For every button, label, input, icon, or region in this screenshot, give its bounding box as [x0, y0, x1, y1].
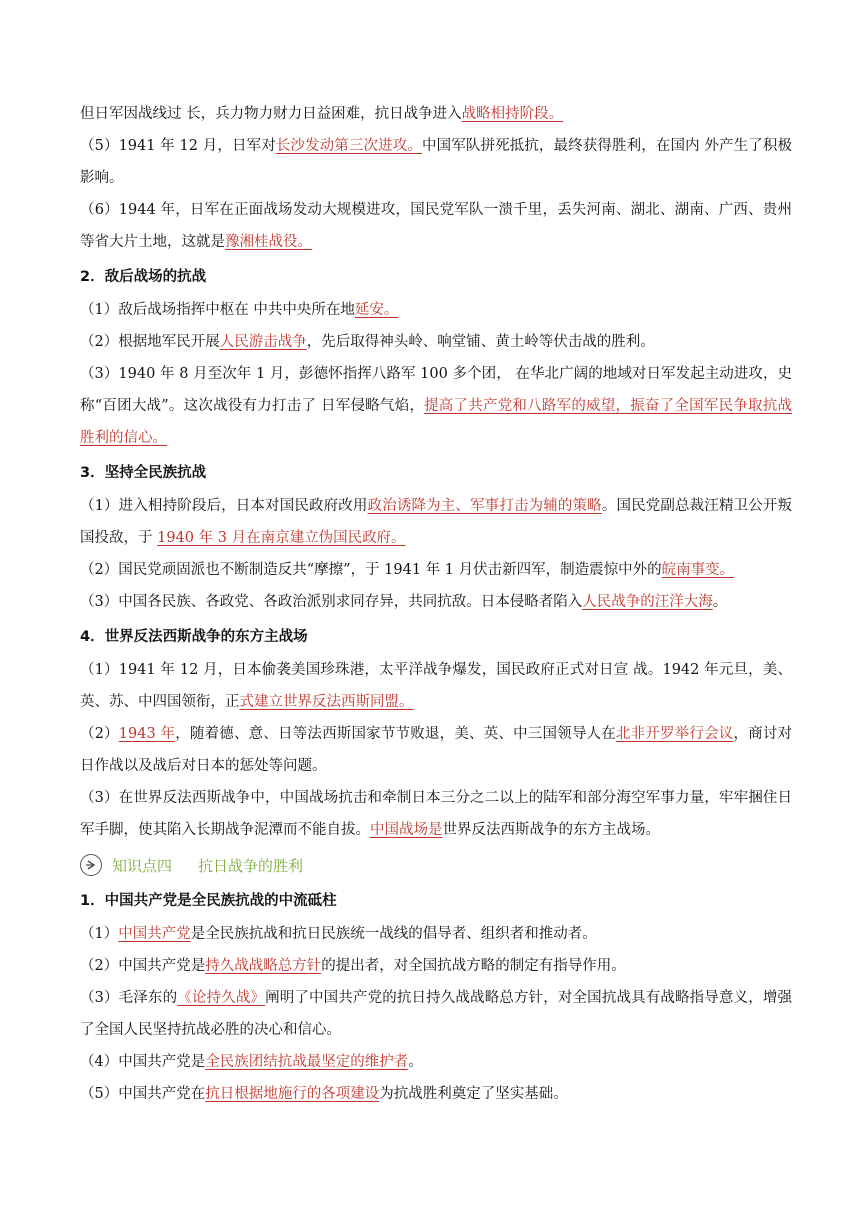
- paragraph: （3）毛泽东的《论持久战》阐明了中国共产党的抗日持久战战略总方针，对全国抗战具有战略指导意义，增强了全国人民坚持抗战必胜的决心和信心。: [80, 990, 793, 1038]
- section-heading: 4．世界反法西斯战争的东方主战场: [80, 629, 308, 645]
- knowledge-point-label: 知识点四: [112, 856, 173, 875]
- answer-text: 政治诱降为主、军事打击为辅的策略: [367, 498, 602, 514]
- knowledge-point-title: 抗日战争的胜利: [198, 856, 304, 875]
- answer-text: 战略相持阶段。: [461, 106, 564, 122]
- section-heading: 1．中国共产党是全民族抗战的中流砥柱: [80, 893, 337, 909]
- paragraph: （5）1941 年 12 月，日军对长沙发动第三次进攻。中国军队拼死抵抗，最终获得胜利，在国内 外产生了积极影响。: [80, 138, 793, 186]
- answer-text: 人民战争的汪洋大海: [582, 594, 713, 610]
- answer-text: 皖南事变。: [661, 562, 735, 578]
- answer-text: 持久战战略总方针: [205, 958, 322, 974]
- answer-text: 提高了共产党和八路军的威望，振奋了全国军民争取抗战胜利的信心。: [80, 398, 792, 446]
- answer-text: 全民族团结抗战最坚定的维护者: [205, 1054, 409, 1070]
- answer-text: 人民游击战争: [219, 334, 307, 350]
- paragraph: （2）根据地军民开展人民游击战争，先后取得神头岭、响堂铺、黄土岭等伏击战的胜利。: [80, 334, 655, 350]
- paragraph: （1）1941 年 12 月，日本偷袭美国珍珠港，太平洋战争爆发，国民政府正式对日宣 战。1942 年元旦，美、英、苏、中四国领衔，正式建立世界反法西斯同盟。: [80, 662, 792, 710]
- arrow-circle-icon: [80, 854, 102, 876]
- answer-text: 延安。: [354, 302, 399, 318]
- answer-text: 《论持久战》: [177, 990, 266, 1006]
- answer-text: 长沙发动第三次进攻。: [275, 138, 422, 154]
- answer-text: 抗日根据地施行的各项建设: [205, 1086, 380, 1102]
- section-heading: 3．坚持全民族抗战: [80, 465, 207, 481]
- answer-text: 中国共产党: [118, 926, 191, 942]
- paragraph: （2）中国共产党是持久战战略总方针的提出者，对全国抗战方略的制定有指导作用。: [80, 958, 626, 974]
- paragraph: （3）中国各民族、各政党、各政治派别求同存异，共同抗敌。日本侵略者陷入人民战争的汪洋大海。: [80, 594, 728, 610]
- document-body: [80, 98, 792, 1110]
- answer-text: 1943 年: [118, 726, 176, 742]
- paragraph: （2）国民党顽固派也不断制造反共“摩擦”，于 1941 年 1 月伏击新四军，制造震惊中外的皖南事变。: [80, 562, 735, 578]
- answer-text: 中国战场是: [370, 822, 443, 838]
- section-heading: 2．敌后战场的抗战: [80, 269, 207, 285]
- paragraph: （3）1940 年 8 月至次年 1 月，彭德怀指挥八路军 100 多个团， 在华北广阔的地域对日军发起主动进攻，史称“百团大战”。这次战役有力打击了 日军侵略气焰，提高了共产党和八路军的威望，振奋了全国军民争取抗战胜利的信心。: [80, 366, 792, 446]
- paragraph: （3）在世界反法西斯战争中，中国战场抗击和牵制日本三分之二以上的陆军和部分海空军事力量，牢牢捆住日军手脚，使其陷入长期战争泥潭而不能自拔。中国战场是世界反法西斯战争的东方主战场。: [80, 790, 792, 838]
- answer-text: 豫湘桂战役。: [225, 234, 312, 250]
- answer-text: 1940 年 3 月在南京建立伪国民政府。: [157, 530, 406, 546]
- answer-text: 北非开罗举行会议: [615, 726, 734, 742]
- knowledge-point-header: [80, 848, 792, 882]
- paragraph: （6）1944 年，日军在正面战场发动大规模进攻，国民党军队一溃千里，丢失河南、湖北、湖南、广西、贵州等省大片土地，这就是豫湘桂战役。: [80, 202, 792, 250]
- answer-text: 式建立世界反法西斯同盟。: [239, 694, 414, 710]
- paragraph: （1）敌后战场指挥中枢在 中共中央所在地延安。: [80, 302, 399, 318]
- paragraph: （2）1943 年，随着德、意、日等法西斯国家节节败退，美、英、中三国领导人在北非开罗举行会议，商讨对日作战以及战后对日本的惩处等问题。: [80, 726, 793, 774]
- paragraph: 但日军因战线过 长，兵力物力财力日益困难，抗日战争进入战略相持阶段。: [80, 106, 564, 122]
- paragraph: （1）进入相持阶段后，日本对国民政府改用政治诱降为主、军事打击为辅的策略。国民党副总裁汪精卫公开叛国投敌，于 1940 年 3 月在南京建立伪国民政府。: [80, 498, 793, 546]
- paragraph: （5）中国共产党在抗日根据地施行的各项建设为抗战胜利奠定了坚实基础。: [80, 1086, 568, 1102]
- paragraph: （4）中国共产党是全民族团结抗战最坚定的维护者。: [80, 1054, 423, 1070]
- paragraph: （1）中国共产党是全民族抗战和抗日民族统一战线的倡导者、组织者和推动者。: [80, 926, 597, 942]
